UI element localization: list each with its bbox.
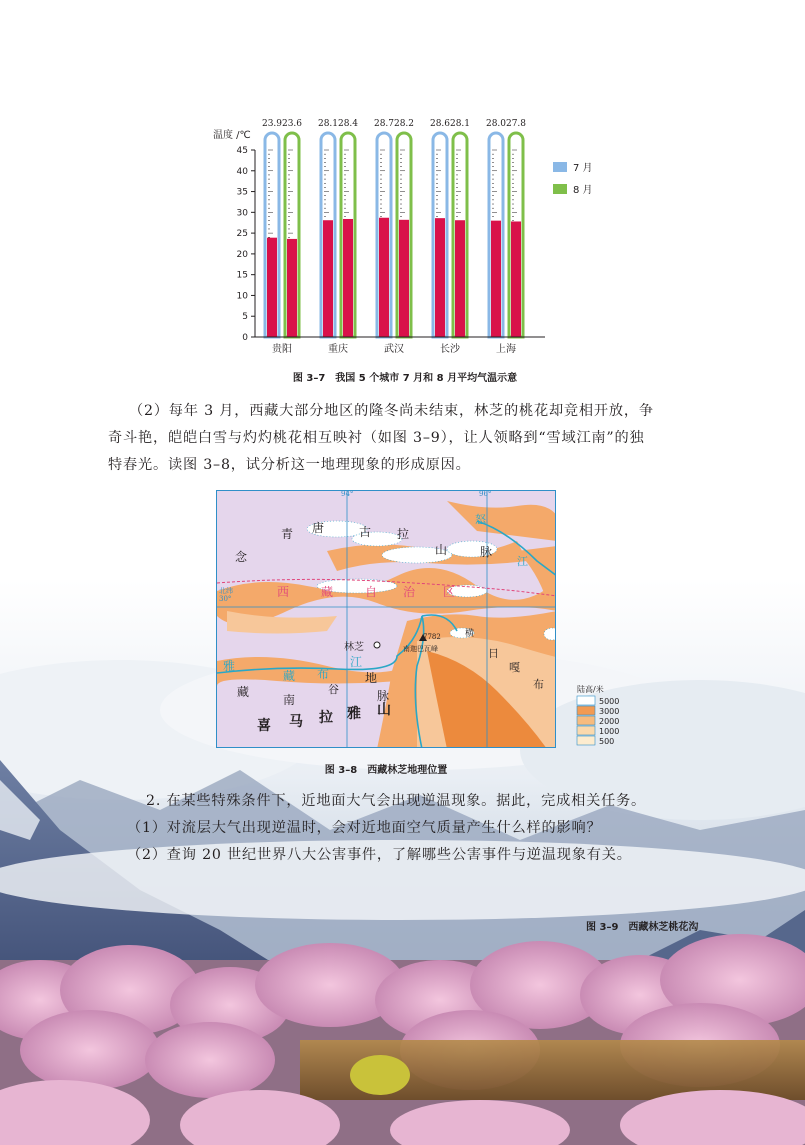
question-2-2: （2）查询 20 世纪世界八大公害事件，了解哪些公害事件与逆温现象有关。 xyxy=(127,847,632,863)
value-label: 28.6 xyxy=(429,119,451,129)
legend-swatch xyxy=(577,726,595,735)
y-ticks xyxy=(237,146,255,343)
value-label: 23.6 xyxy=(281,119,303,129)
figure-3-9-caption: 图 3–9 西藏林芝桃花沟 xyxy=(586,922,699,933)
value-label: 23.9 xyxy=(261,119,283,129)
legend-value: 1000 xyxy=(599,727,620,736)
paragraph-line-2: 奇斗艳，皑皑白雪与灼灼桃花相互映衬（如图 3–9），让人领略到“雪域江南”的独 xyxy=(108,430,645,446)
category-label: 长沙 xyxy=(440,344,460,355)
chart-legend xyxy=(553,162,593,196)
map-label: 雅 xyxy=(223,659,236,673)
map-label: 江 xyxy=(350,655,363,669)
thermometer-mercury xyxy=(287,239,297,337)
map-label: 地 xyxy=(365,671,378,685)
map-label: 谷 xyxy=(328,683,339,696)
thermometer-mercury xyxy=(455,220,465,337)
value-label: 28.7 xyxy=(373,119,395,129)
nyingchi-label: 林芝 xyxy=(344,642,364,653)
thermometer-mercury xyxy=(343,219,353,337)
value-label: 28.0 xyxy=(485,119,507,129)
paragraph-line-3: 特春光。读图 3–8，试分析这一地理现象的形成原因。 xyxy=(108,457,471,473)
category-label: 上海 xyxy=(496,344,516,355)
y-axis-label: 温度 /℃ xyxy=(213,130,251,141)
thermometer-bars xyxy=(255,133,545,337)
map-label: 藏 xyxy=(237,685,250,699)
map-label: 拉 xyxy=(397,527,410,541)
peak-label: 南迦巴瓦峰 xyxy=(403,645,438,653)
legend-label: 8 月 xyxy=(573,185,593,196)
thermometer-mercury xyxy=(399,220,409,337)
value-label: 27.8 xyxy=(505,119,527,129)
category-label: 贵阳 xyxy=(272,344,292,355)
legend-swatch xyxy=(577,706,595,715)
legend-swatch xyxy=(577,736,595,745)
legend-value: 5000 xyxy=(599,697,620,706)
map-label: 嘎 xyxy=(509,661,520,674)
map-label: 马 xyxy=(289,714,303,730)
temperature-chart xyxy=(205,110,605,360)
value-labels xyxy=(262,119,526,129)
thermometer-mercury xyxy=(511,221,521,337)
longitude-94-label: 94° xyxy=(341,490,354,498)
nyingchi-location-map xyxy=(216,490,556,748)
thermometer-mercury xyxy=(323,220,333,337)
y-tick-label: 25 xyxy=(236,229,248,240)
map-label: 治 xyxy=(403,585,416,599)
peak-elevation: 7782 xyxy=(423,633,441,641)
map-label: 拉 xyxy=(319,710,333,726)
y-tick-label: 40 xyxy=(236,166,248,177)
y-tick-label: 15 xyxy=(236,270,248,281)
map-label: 古 xyxy=(359,525,372,539)
thermometer-chart-svg xyxy=(205,110,605,360)
map-label: 布 xyxy=(317,667,330,681)
map-label: 喜 xyxy=(257,718,271,734)
map-label: 自 xyxy=(365,585,378,599)
map-label: 脉 xyxy=(480,545,493,559)
question-2-1: （1）对流层大气出现逆温时，会对近地面空气质量产生什么样的影响？ xyxy=(127,820,602,836)
legend-value: 3000 xyxy=(599,707,620,716)
nyingchi-city-marker xyxy=(374,642,380,648)
figure-3-7-caption: 图 3–7 我国 5 个城市 7 月和 8 月平均气温示意 xyxy=(292,373,518,384)
map-label: 藏 xyxy=(283,669,296,683)
legend-label: 7 月 xyxy=(573,163,593,174)
y-tick-label: 0 xyxy=(242,333,248,343)
latitude-30-label: 北纬30° xyxy=(219,587,233,603)
map-label: 脉 xyxy=(377,689,390,703)
category-label: 武汉 xyxy=(384,344,404,355)
legend-swatch xyxy=(577,716,595,725)
legend-value: 500 xyxy=(599,737,615,746)
y-tick-label: 30 xyxy=(236,208,248,219)
legend-swatch xyxy=(553,162,567,172)
elevation-legend xyxy=(575,684,635,748)
value-label: 28.4 xyxy=(337,119,359,129)
map-label: 山 xyxy=(377,702,391,718)
map-label: 区 xyxy=(443,585,456,599)
y-tick-label: 10 xyxy=(236,291,248,302)
legend-title: 陆高/米 xyxy=(577,685,604,694)
value-label: 28.1 xyxy=(317,119,339,129)
elevation-legend-swatches xyxy=(575,694,635,754)
map-label: 雅 xyxy=(347,706,361,722)
longitude-96-label: 96° xyxy=(479,490,492,498)
map-label: 布 xyxy=(533,678,544,691)
map-label: 江 xyxy=(517,555,528,568)
category-labels xyxy=(272,342,516,355)
map-label: 山 xyxy=(435,543,448,557)
y-tick-label: 5 xyxy=(242,312,248,323)
map-label: 怒 xyxy=(475,513,486,526)
category-label: 重庆 xyxy=(328,344,348,355)
map-label: 念 xyxy=(235,550,248,564)
map-label: 南 xyxy=(283,693,296,707)
map-label: 日 xyxy=(488,647,499,660)
value-label: 28.1 xyxy=(449,119,471,129)
thermometer-mercury xyxy=(379,218,389,337)
value-label: 28.2 xyxy=(393,119,415,129)
thermometer-mercury xyxy=(491,221,501,337)
map-label: 横 xyxy=(465,629,475,639)
y-tick-label: 20 xyxy=(236,249,248,260)
legend-swatch xyxy=(553,184,567,194)
paragraph-line-1: （2）每年 3 月，西藏大部分地区的隆冬尚未结束，林芝的桃花却竞相开放，争 xyxy=(129,403,654,419)
legend-swatch xyxy=(577,696,595,705)
thermometer-mercury xyxy=(435,218,445,337)
y-tick-label: 45 xyxy=(236,146,248,156)
y-tick-label: 35 xyxy=(236,187,248,198)
thermometer-mercury xyxy=(267,238,277,337)
map-label: 西 xyxy=(277,585,290,599)
map-label: 藏 xyxy=(321,585,334,599)
map-label: 唐 xyxy=(312,521,325,535)
question-2: 2. 在某些特殊条件下，近地面大气会出现逆温现象。据此，完成相关任务。 xyxy=(146,793,647,809)
map-label: 青 xyxy=(281,527,294,541)
figure-3-8-caption: 图 3–8 西藏林芝地理位置 xyxy=(324,765,448,776)
legend-value: 2000 xyxy=(599,717,620,726)
